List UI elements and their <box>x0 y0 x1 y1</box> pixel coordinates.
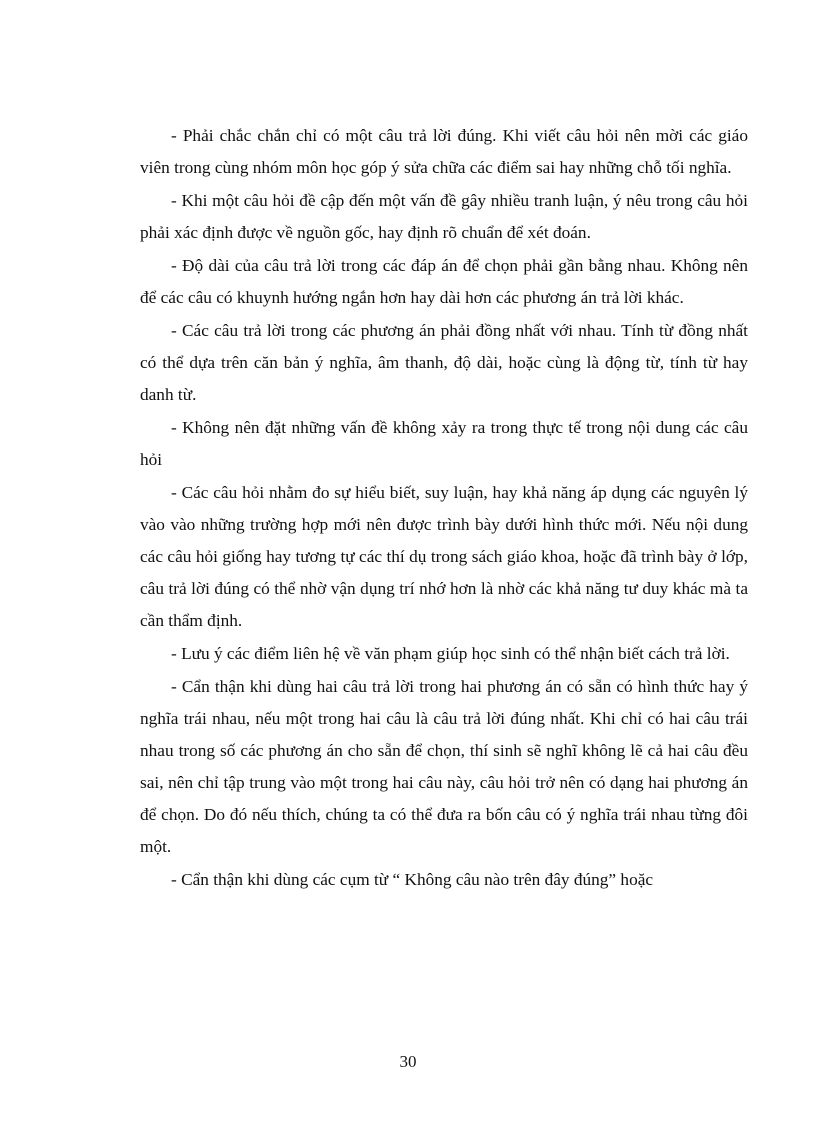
paragraph-5: - Không nên đặt những vấn đề không xảy ra trong thực tế trong nội dung các câu hỏi <box>140 418 748 469</box>
page-number: 30 <box>399 1052 417 1071</box>
paragraph-6: - Các câu hỏi nhằm đo sự hiểu biết, suy luận, hay khả năng áp dụng các nguyên lý vào vào những trường hợp mới nên được trình bày dưới hình thức mới. Nếu nội dung các câu hỏi giống hay tương tự các thí dụ trong sách giáo khoa, hoặc đã trình bày ở lớp, câu trả lời đúng có thể nhờ vận dụng trí nhớ hơn là nhờ các khả năng tư duy khác mà ta cần thẩm định. <box>140 483 748 630</box>
paragraph-3: - Độ dài của câu trả lời trong các đáp án để chọn phải gần bằng nhau. Không nên để các câu có khuynh hướng ngắn hơn hay dài hơn các phương án trả lời khác. <box>140 256 748 307</box>
paragraph-9: - Cẩn thận khi dùng các cụm từ “ Không câu nào trên đây đúng” hoặc <box>171 870 654 889</box>
paragraph-1: - Phải chắc chắn chỉ có một câu trả lời đúng. Khi viết câu hỏi nên mời các giáo viên trong cùng nhóm môn học góp ý sửa chữa các điểm sai hay những chỗ tối nghĩa. <box>140 126 748 177</box>
paragraph-2: - Khi một câu hỏi đề cập đến một vấn đề gây nhiều tranh luận, ý nêu trong câu hỏi phải xác định được về nguồn gốc, hay định rõ chuẩn để xét đoán. <box>140 191 748 242</box>
paragraph-7: - Lưu ý các điểm liên hệ về văn phạm giúp học sinh có thể nhận biết cách trả lời. <box>171 644 730 663</box>
paragraph-4: - Các câu trả lời trong các phương án phải đồng nhất với nhau. Tính từ đồng nhất có thể dựa trên căn bản ý nghĩa, âm thanh, độ dài, hoặc cùng là động từ, tính từ hay danh từ. <box>140 321 748 404</box>
paragraph-8: - Cẩn thận khi dùng hai câu trả lời trong hai phương án có sẵn có hình thức hay ý nghĩa trái nhau, nếu một trong hai câu là câu trả lời đúng nhất. Khi chỉ có hai câu trái nhau trong số các phương án cho sẵn để chọn, thí sinh sẽ nghĩ không lẽ cả hai câu đều sai, nên chỉ tập trung vào một trong hai câu này, câu hỏi trở nên có dạng hai phương án để chọn. Do đó nếu thích, chúng ta có thể đưa ra bốn câu có ý nghĩa trái nhau từng đôi một. <box>140 677 748 856</box>
page-body <box>140 120 748 896</box>
